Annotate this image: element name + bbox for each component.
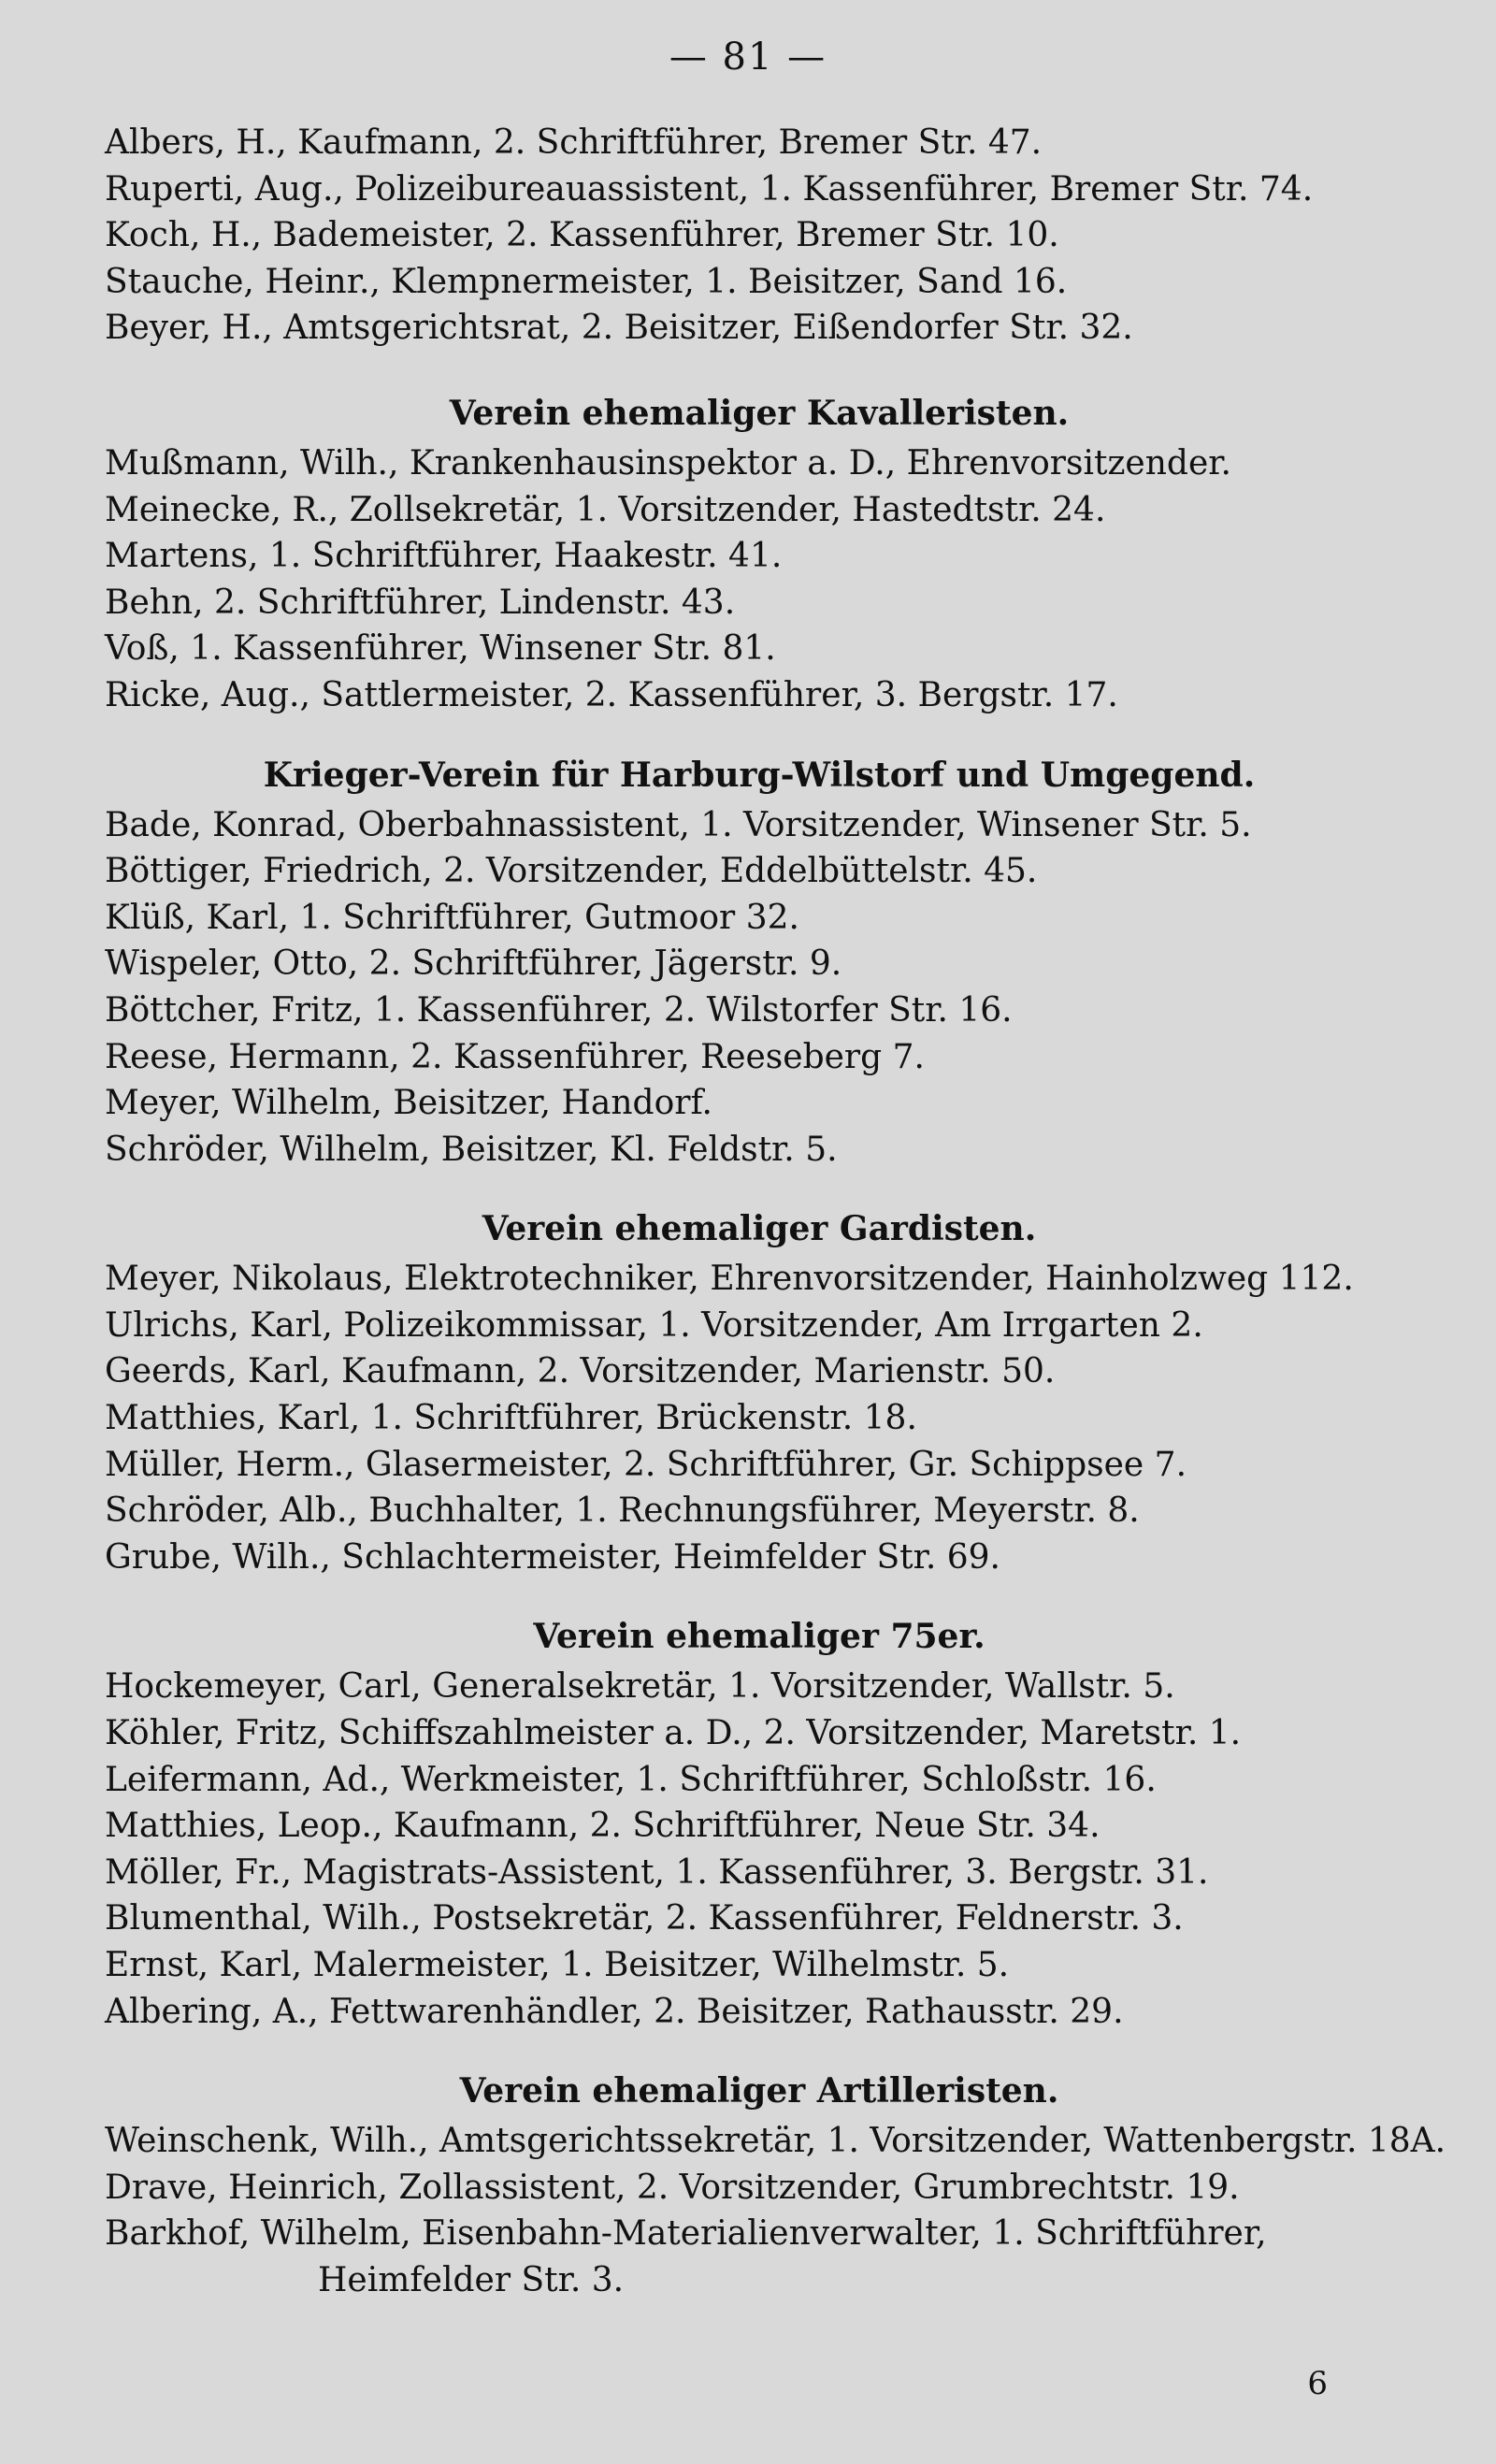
intro-entries <box>105 120 1414 352</box>
list-item: Blumenthal, Wilh., Postsekretär, 2. Kassenführer, Feldnerstr. 3. <box>105 1899 1184 1938</box>
list-item: Köhler, Fritz, Schiffszahlmeister a. D., 2. Vorsitzender, Maretstr. 1. <box>105 1714 1242 1753</box>
list-item: Albering, A., Fettwarenhändler, 2. Beisitzer, Rathausstr. 29. <box>105 1992 1124 2031</box>
list-item: Koch, H., Bademeister, 2. Kassenführer, Bremer Str. 10. <box>105 216 1059 255</box>
list-item: Martens, 1. Schriftführer, Haakestr. 41. <box>105 537 783 576</box>
list-item: Böttiger, Friedrich, 2. Vorsitzender, Eddelbüttelstr. 45. <box>105 852 1038 891</box>
list-item: Meyer, Wilhelm, Beisitzer, Handorf. <box>105 1084 712 1123</box>
page-content <box>105 120 1446 2304</box>
list-item: Hockemeyer, Carl, Generalsekretär, 1. Vorsitzender, Wallstr. 5. <box>105 1667 1175 1707</box>
list-item-wrapped <box>105 2211 1414 2303</box>
signature-mark: 6 <box>1307 2365 1328 2402</box>
section-artilleristen <box>105 2068 1446 2303</box>
section-title: Verein ehemaliger 75er. <box>533 1617 985 1657</box>
section-gardisten <box>105 1206 1414 1580</box>
list-item: Geerds, Karl, Kaufmann, 2. Vorsitzender, Marienstr. 50. <box>105 1352 1056 1391</box>
list-item: Bade, Konrad, Oberbahnassistent, 1. Vorsitzender, Winsener Str. 5. <box>105 805 1252 844</box>
section-title: Verein ehemaliger Artilleristen. <box>459 2071 1059 2111</box>
list-item: Wispeler, Otto, 2. Schriftführer, Jägerstr. 9. <box>105 944 842 984</box>
list-item: Voß, 1. Kassenführer, Winsener Str. 81. <box>105 629 776 669</box>
list-item: Meinecke, R., Zollsekretär, 1. Vorsitzender, Hastedtstr. 24. <box>105 490 1106 529</box>
section-title: Verein ehemaliger Gardisten. <box>482 1209 1037 1249</box>
list-item: Klüß, Karl, 1. Schriftführer, Gutmoor 32. <box>105 898 799 937</box>
section-title: Verein ehemaliger Kavalleristen. <box>449 393 1070 433</box>
list-item: Stauche, Heinr., Klempnermeister, 1. Beisitzer, Sand 16. <box>105 262 1068 301</box>
page-number: — 81 — <box>669 36 827 79</box>
section-kavalleristen <box>105 391 1414 719</box>
list-item: Möller, Fr., Magistrats-Assistent, 1. Kassenführer, 3. Bergstr. 31. <box>105 1852 1209 1892</box>
entry-line-2: Heimfelder Str. 3. <box>318 2260 625 2299</box>
list-item: Drave, Heinrich, Zollassistent, 2. Vorsitzender, Grumbrechtstr. 19. <box>105 2168 1240 2207</box>
list-item: Leifermann, Ad., Werkmeister, 1. Schriftführer, Schloßstr. 16. <box>105 1760 1157 1799</box>
list-item: Reese, Hermann, 2. Kassenführer, Reeseberg 7. <box>105 1037 925 1076</box>
entry-line-1: Barkhof, Wilhelm, Eisenbahn-Materialienverwalter, 1. Schriftführer, <box>105 2214 1267 2254</box>
section-75er <box>105 1614 1414 2035</box>
list-item: Müller, Herm., Glasermeister, 2. Schriftführer, Gr. Schippsee 7. <box>105 1445 1187 1484</box>
list-item: Weinschenk, Wilh., Amtsgerichtssekretär, 1. Vorsitzender, Wattenbergstr. 18A. <box>105 2122 1446 2161</box>
list-item: Schröder, Alb., Buchhalter, 1. Rechnungsführer, Meyerstr. 8. <box>105 1491 1140 1531</box>
list-item: Albers, H., Kaufmann, 2. Schriftführer, Bremer Str. 47. <box>105 123 1043 162</box>
list-item: Behn, 2. Schriftführer, Lindenstr. 43. <box>105 583 736 622</box>
section-krieger-verein <box>105 753 1414 1174</box>
list-item: Meyer, Nikolaus, Elektrotechniker, Ehrenvorsitzender, Hainholzweg 112. <box>105 1260 1354 1299</box>
list-item: Grube, Wilh., Schlachtermeister, Heimfelder Str. 69. <box>105 1537 1000 1577</box>
list-item: Matthies, Karl, 1. Schriftführer, Brückenstr. 18. <box>105 1399 917 1438</box>
section-title: Krieger-Verein für Harburg-Wilstorf und Umgegend. <box>263 755 1256 795</box>
list-item: Matthies, Leop., Kaufmann, 2. Schriftführer, Neue Str. 34. <box>105 1807 1100 1846</box>
list-item: Ricke, Aug., Sattlermeister, 2. Kassenführer, 3. Bergstr. 17. <box>105 675 1118 714</box>
list-item: Ulrichs, Karl, Polizeikommissar, 1. Vorsitzender, Am Irrgarten 2. <box>105 1305 1203 1345</box>
list-item: Beyer, H., Amtsgerichtsrat, 2. Beisitzer, Eißendorfer Str. 32. <box>105 309 1133 348</box>
list-item: Ernst, Karl, Malermeister, 1. Beisitzer, Wilhelmstr. 5. <box>105 1946 1010 1984</box>
list-item: Schröder, Wilhelm, Beisitzer, Kl. Feldstr. 5. <box>105 1130 838 1169</box>
list-item: Ruperti, Aug., Polizeibureauassistent, 1. Kassenführer, Bremer Str. 74. <box>105 169 1314 209</box>
list-item: Mußmann, Wilh., Krankenhausinspektor a. D., Ehrenvorsitzender. <box>105 443 1231 483</box>
list-item: Böttcher, Fritz, 1. Kassenführer, 2. Wilstorfer Str. 16. <box>105 990 1013 1030</box>
